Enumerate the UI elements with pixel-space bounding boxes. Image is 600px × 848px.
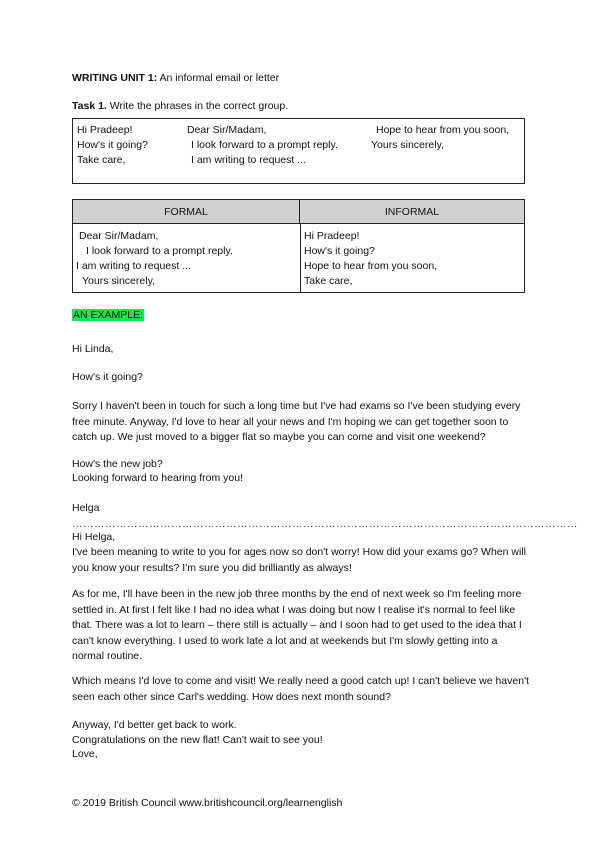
- sorting-table: [72, 199, 525, 293]
- worksheet-title: [72, 72, 279, 84]
- title-unit: WRITING UNIT 1:: [72, 72, 158, 84]
- phrase-item: Hi Pradeep!: [77, 124, 133, 136]
- phrase-item: Take care,: [77, 154, 126, 166]
- title-topic: An informal email or letter: [157, 72, 280, 84]
- letter2-line-1: Anyway, I'd better get back to work.: [72, 719, 237, 731]
- formal-cell: Yours sincerely,: [82, 275, 155, 287]
- column-divider: [300, 224, 301, 292]
- formal-cell: I am writing to request ...: [76, 260, 191, 272]
- informal-cell: Take care,: [304, 275, 353, 287]
- letter2-paragraph-3: Which means I'd love to come and visit! We really need a good catch up! I can't believe we haven't seen each other since Carl's wedding. How does next month sound?: [72, 675, 529, 703]
- formal-cell: Dear Sir/Madam,: [79, 230, 159, 242]
- example-label: [72, 309, 144, 321]
- letter1-opener: How's it going?: [72, 371, 143, 383]
- letter2-signoff: Love,: [72, 748, 98, 760]
- informal-cell: Hi Pradeep!: [304, 230, 360, 242]
- phrase-item: How's it going?: [77, 139, 148, 151]
- task-text: Write the phrases in the correct group.: [106, 100, 289, 112]
- letter2-line-2: Congratulations on the new flat! Can't wait to see you!: [72, 734, 323, 746]
- formal-cell: I look forward to a prompt reply.: [86, 245, 233, 257]
- letter1-closing: Looking forward to hearing from you!: [72, 472, 244, 484]
- informal-cell: Hope to hear from you soon,: [304, 260, 438, 272]
- task-number: Task 1.: [72, 100, 107, 112]
- task-instruction: [72, 100, 288, 112]
- example-highlight: AN EXAMPLE:: [73, 309, 144, 321]
- formal-header: FORMAL: [73, 200, 300, 224]
- phrase-item: Yours sincerely,: [371, 139, 444, 151]
- phrase-box: [72, 118, 525, 184]
- letter2-greeting: Hi Helga,: [72, 531, 116, 543]
- letter2-paragraph-2: As for me, I'll have been in the new job three months by the end of next week so I'm feeling more settled in. At first I felt like I had no idea what I was doing but now I realise it's normal to feel like that. There was a lot to learn – there still is actually – and I soon had to get used to the idea that I can't know everything. I used to work late a lot and at weekends but I'm slowly getting into a normal routine.: [72, 588, 522, 662]
- phrase-item: Dear Sir/Madam,: [187, 124, 267, 136]
- letter1-greeting: Hi Linda,: [72, 343, 114, 355]
- phrase-item: I am writing to request ...: [191, 154, 306, 166]
- informal-cell: How's it going?: [304, 245, 375, 257]
- letter1-question: How's the new job?: [72, 458, 163, 470]
- phrase-item: I look forward to a prompt reply.: [191, 139, 338, 151]
- footer-copyright: © 2019 British Council www.britishcouncil.org/learnenglish: [72, 797, 343, 809]
- letter2-paragraph-1: I've been meaning to write to you for ages now so don't worry! How did your exams go? When will you know your results? I'm sure you did brilliantly as always!: [72, 546, 526, 574]
- letter1-signature: Helga: [72, 502, 100, 514]
- dotted-separator: …………………………………………………………………………………………………………………………: [72, 518, 578, 530]
- informal-header: INFORMAL: [300, 200, 524, 224]
- phrase-item: Hope to hear from you soon,: [376, 124, 510, 136]
- letter1-paragraph: Sorry I haven't been in touch for such a long time but I've had exams so I've been studying every free minute. Anyway, I'd love to hear all your news and I'm hoping we can get together soon to catch up. We just moved to a bigger flat so maybe you can come and visit one weekend?: [72, 400, 521, 443]
